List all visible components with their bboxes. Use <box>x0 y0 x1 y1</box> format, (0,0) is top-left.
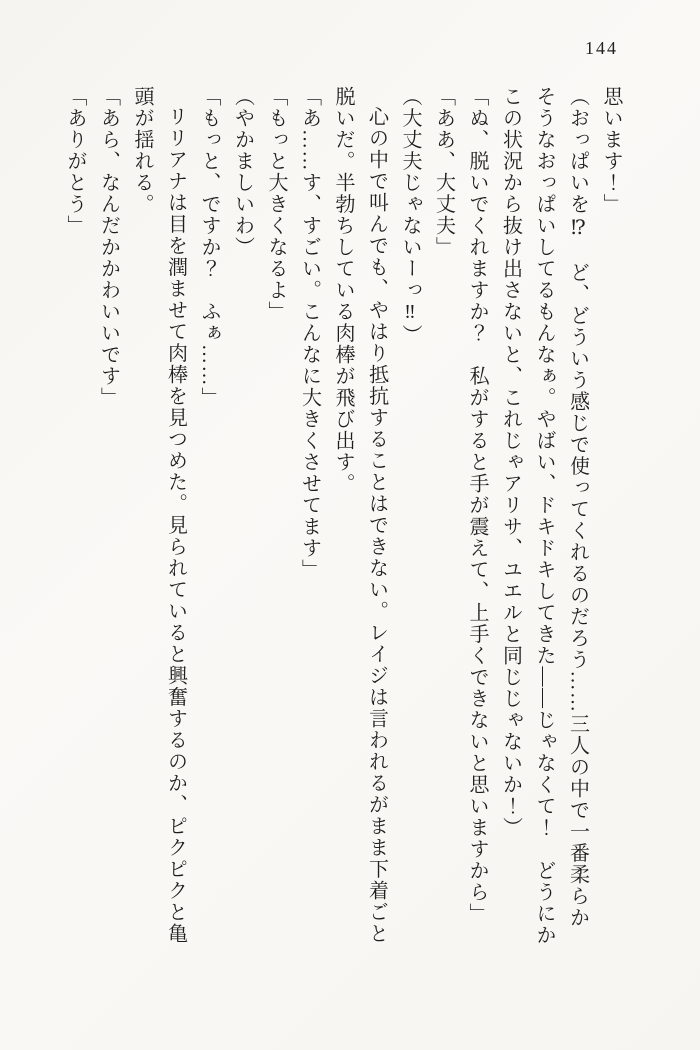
text-column: （やかましいわ） <box>231 86 254 258</box>
text-column: 脱いだ。半勃ちしている肉棒が飛び出す。 <box>332 86 354 495</box>
text-column: （おっぱいを⁉ ど、どういう感じで使ってくれるのだろう……三人の中で一番柔らか <box>566 86 589 929</box>
text-column: 「ぬ、脱いでくれますか？ 私がすると手が震えて、上手くできないと思いますから」 <box>466 86 488 925</box>
text-column: 「もっと、ですか？ ふぁ……」 <box>198 86 220 409</box>
text-column: 「ありがとう」 <box>64 86 86 237</box>
text-column: （大丈夫じゃないーっ‼） <box>399 86 421 346</box>
text-column: そうなおっぱいしてるもんなぁ。やばい、ドキドキしてきた――じゃなくて！ どうにか <box>533 86 555 946</box>
text-column: リリアナは目を潤ませて肉棒を見つめた。見られていると興奮するのか、ピクピクと亀 <box>164 106 187 945</box>
text-column: 「あ……す、すごい。こんなに大きくさせてます」 <box>298 86 321 581</box>
text-column: 「ああ、大丈夫」 <box>432 86 455 258</box>
text-block <box>33 86 627 976</box>
text-column: 「もっと大きくなるよ」 <box>265 86 287 323</box>
text-column: 思います！」 <box>600 86 622 215</box>
text-column: この状況から抜け出さないと、これじゃアリサ、ユエルと同じじゃないか！） <box>499 86 522 839</box>
text-column: 「あら、なんだかかわいいです」 <box>97 86 120 409</box>
text-column: 心の中で叫んでも、やはり抵抗することはできない。レイジは言われるがまま下着ごと <box>365 106 388 945</box>
text-column: 頭が揺れる。 <box>131 86 153 215</box>
page-number: 144 <box>585 38 618 58</box>
